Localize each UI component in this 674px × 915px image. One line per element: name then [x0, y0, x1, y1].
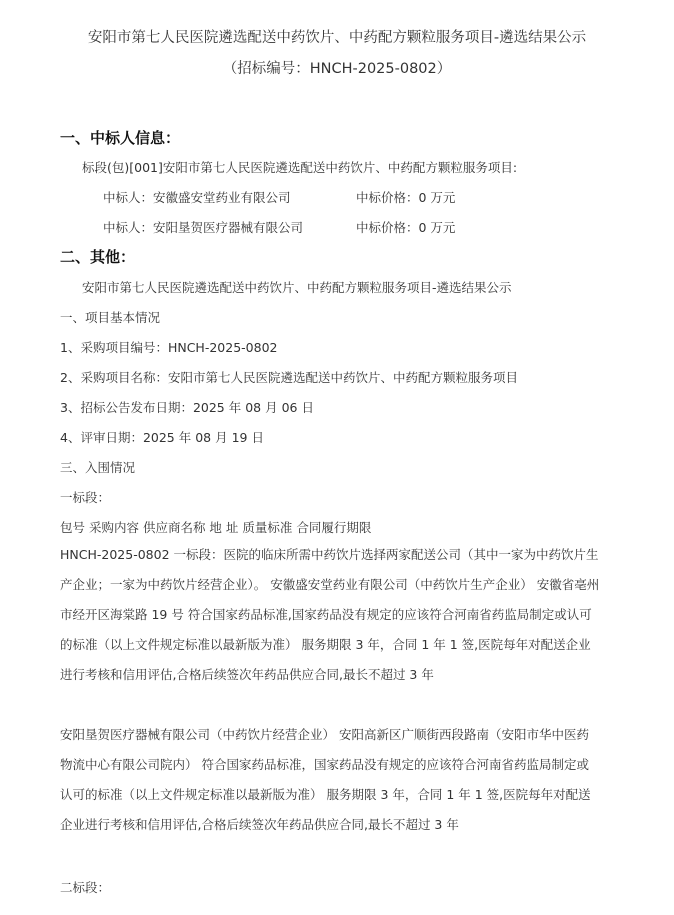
- winner-price: 中标价格：0 万元: [356, 190, 456, 205]
- winner-price: 中标价格：0 万元: [356, 220, 456, 235]
- other-intro: 安阳市第七人民医院遴选配送中药饮片、中药配方颗粒服务项目-遴选结果公示: [82, 280, 512, 295]
- tender-number: （招标编号：HNCH-2025-0802）: [222, 61, 452, 77]
- winner-name: 中标人：安阳垦贺医疗器械有限公司: [103, 220, 304, 235]
- project-number: 1、采购项目编号：HNCH-2025-0802: [60, 340, 278, 355]
- section-heading-other: 二、其他：: [60, 248, 136, 266]
- announcement-date: 3、招标公告发布日期：2025 年 08 月 06 日: [60, 400, 314, 415]
- lot1-supplier-2: 安阳垦贺医疗器械有限公司（中药饮片经营企业） 安阳高新区广顺街西段路南（安阳市华中医药物流中心有限公司院内） 符合国家药品标准，国家药品没有规定的应该符合河南省药监局制定或认可的标准（以上文件规定标准以最新版为准） 服务期限 3 年，合同 1 年 1 签,医院每年对配送企业进行考核和信用评估,合格后续签次年药品供应合同,最长不超过 3 年: [60, 727, 591, 832]
- winner-row: [103, 188, 456, 206]
- lot-description: 标段(包)[001]安阳市第七人民医院遴选配送中药饮片、中药配方颗粒服务项目:: [82, 160, 518, 175]
- table-header: 包号 采购内容 供应商名称 地 址 质量标准 合同履行期限: [60, 520, 372, 535]
- lot1-supplier-1: HNCH-2025-0802 一标段：医院的临床所需中药饮片选择两家配送公司（其中一家为中药饮片生产企业；一家为中药饮片经营企业）。 安徽盛安堂药业有限公司（中药饮片生产企业） 安徽省亳州市经开区海棠路 19 号 符合国家药品标准,国家药品没有规定的应该符合河南省药监局制定或认可的标准（以上文件规定标准以最新版为准） 服务期限 3 年，合同 1 年 1 签,医院每年对配送企业进行考核和信用评估,合格后续签次年药品供应合同,最长不超过 3 年: [60, 547, 600, 682]
- lot2-heading: 二标段：: [60, 880, 111, 895]
- page-title: 安阳市第七人民医院遴选配送中药饮片、中药配方颗粒服务项目-遴选结果公示: [87, 30, 587, 46]
- winner-name: 中标人：安徽盛安堂药业有限公司: [103, 190, 291, 205]
- basic-info-heading: 一、项目基本情况: [60, 310, 161, 325]
- review-date: 4、评审日期：2025 年 08 月 19 日: [60, 430, 264, 445]
- winner-row: [103, 218, 456, 236]
- shortlist-heading: 三、入围情况: [60, 460, 136, 475]
- section-heading-winners: 一、中标人信息：: [60, 129, 181, 147]
- project-name: 2、采购项目名称：安阳市第七人民医院遴选配送中药饮片、中药配方颗粒服务项目: [60, 370, 518, 385]
- lot1-heading: 一标段：: [60, 490, 111, 505]
